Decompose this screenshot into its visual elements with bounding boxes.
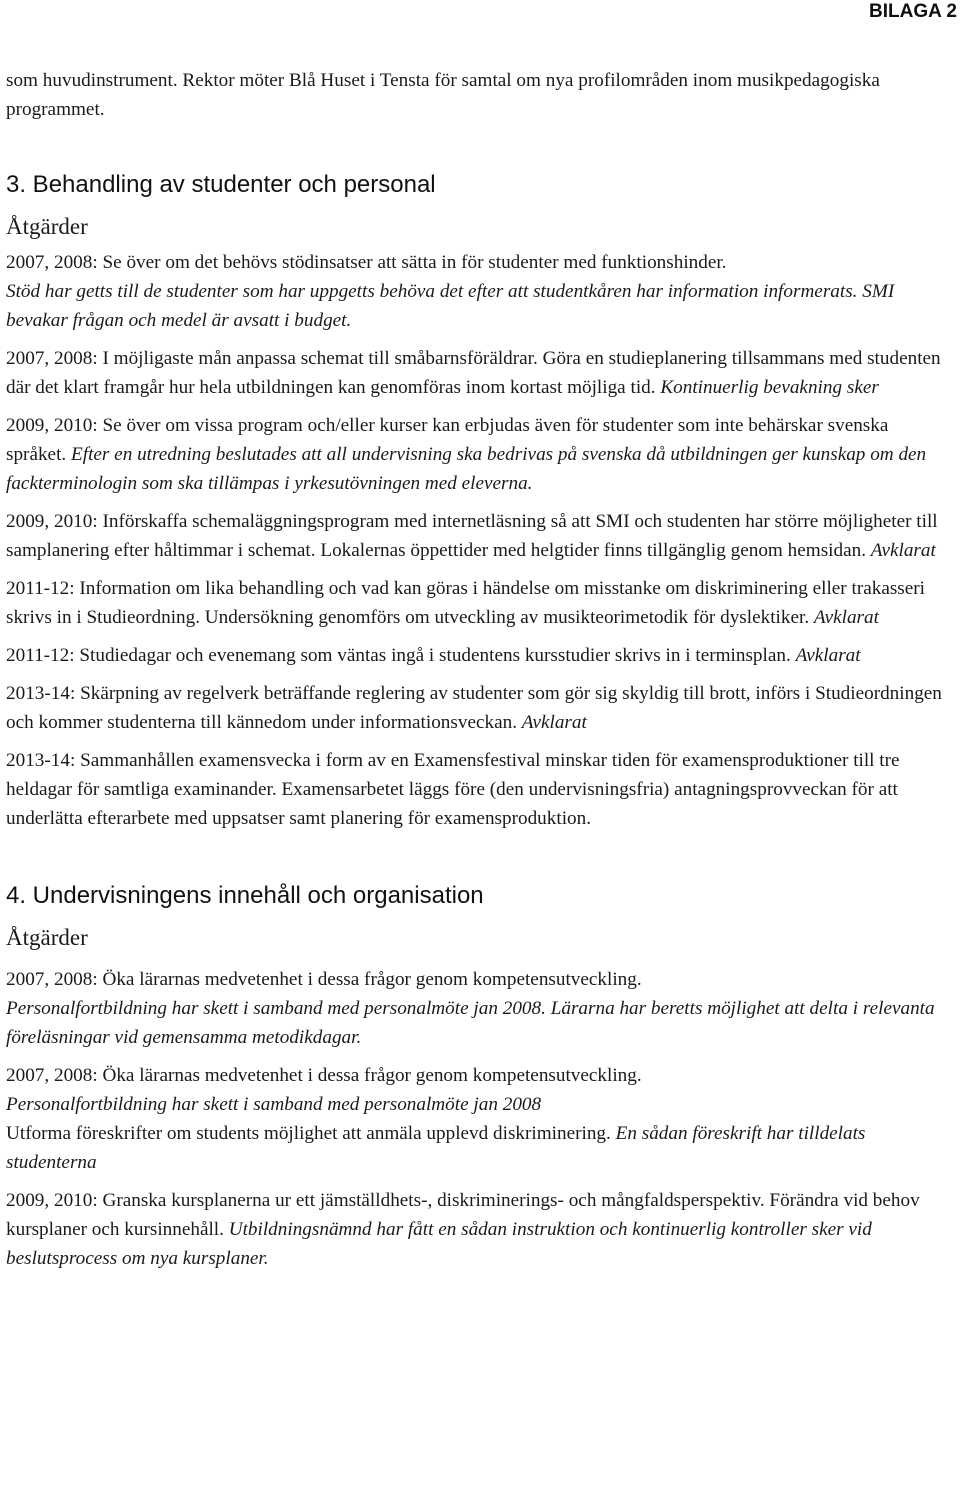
measure-paragraph	[6, 344, 946, 402]
measure-status: Personalfortbildning har skett i samband med personalmöte jan 2008	[6, 1094, 542, 1115]
measure-paragraph	[6, 965, 946, 1052]
measure-status: Efter en utredning beslutades att all undervisning ska bedrivas på svenska då utbildningen ger kunskap om den fackterminologin som ska tillämpas i yrkesutövningen med eleverna.	[6, 444, 927, 494]
section-4	[6, 881, 946, 1273]
measure-paragraph	[6, 248, 946, 335]
section-3-heading: 3. Behandling av studenter och personal	[6, 171, 436, 198]
section-4-subheading: Åtgärder	[6, 925, 88, 950]
section-4-heading: 4. Undervisningens innehåll och organisation	[6, 882, 484, 909]
measure-paragraph	[6, 411, 946, 498]
measure-text: 2007, 2008: Se över om det behövs stödinsatser att sätta in för studenter med funktionshinder.	[6, 252, 727, 273]
measure-text: 2009, 2010: Se över om vissa program och/eller kurser kan erbjudas även för studenter som inte behärskar svenska språket.	[6, 415, 889, 465]
measure-status: Avklarat	[813, 607, 879, 628]
measure-text: 2013-14: Skärpning av regelverk beträffande reglering av studenter som gör sig skyldig till brott, införs i Studieordningen och kommer studenterna till kännedom under informationsveckan.	[6, 683, 942, 733]
measure-text: 2009, 2010: Granska kursplanerna ur ett jämställdhets-, diskriminerings- och mångfaldsperspektiv. Förändra vid behov kursplaner och kursinnehåll.	[6, 1190, 920, 1240]
measure-paragraph	[6, 574, 946, 632]
measure-paragraph	[6, 1186, 946, 1273]
section-3-subheading: Åtgärder	[6, 214, 88, 239]
measure-paragraph	[6, 641, 946, 670]
measure-text: 2007, 2008: I möjligaste mån anpassa schemat till småbarnsföräldrar. Göra en studieplanering tillsammans med studenten där det klart framgår hur hela utbildningen kan genomföras inom kortast möjliga tid.	[6, 348, 941, 398]
measure-status: Stöd har getts till de studenter som har uppgetts behöva det efter att studentkåren har information informerats. SMI bevakar frågan och medel är avsatt i budget.	[6, 281, 895, 331]
measure-text: 2007, 2008: Öka lärarnas medvetenhet i dessa frågor genom kompetensutveckling.	[6, 969, 642, 990]
document-body	[6, 66, 946, 1273]
measure-status: En sådan föreskrift har tilldelats studenterna	[6, 1123, 866, 1173]
measure-text: 2009, 2010: Införskaffa schemaläggningsprogram med internetläsning så att SMI och studenten har större möjligheter till samplanering efter håltimmar i schemat. Lokalernas öppettider med helgtider finns tillgänglig genom hemsidan.	[6, 511, 938, 561]
section-3	[6, 170, 946, 833]
measure-text: 2013-14: Sammanhållen examensvecka i form av en Examensfestival minskar tiden för examensproduktioner till tre heldagar för samtliga examinander. Examensarbetet läggs före (den undervisningsfria) antagningsprovveckan för att underlätta efterarbete med uppsatser samt planering för examensproduktion.	[6, 750, 900, 829]
measure-status: Avklarat	[870, 540, 936, 561]
measure-text: 2011-12: Studiedagar och evenemang som väntas ingå i studentens kursstudier skrivs in i terminsplan.	[6, 645, 791, 666]
appendix-label: BILAGA 2	[869, 1, 957, 22]
measure-paragraph	[6, 507, 946, 565]
measure-status: Kontinuerlig bevakning sker	[660, 377, 879, 398]
measure-paragraph	[6, 1061, 946, 1177]
measure-text: 2007, 2008: Öka lärarnas medvetenhet i dessa frågor genom kompetensutveckling.	[6, 1065, 642, 1086]
measure-status: Personalfortbildning har skett i samband med personalmöte jan 2008. Lärarna har beretts möjlighet att delta i relevanta föreläsningar vid gemensamma metodikdagar.	[6, 998, 935, 1048]
measure-status: Utbildningsnämnd har fått en sådan instruktion och kontinuerlig kontroller sker vid beslutsprocess om nya kursplaner.	[6, 1219, 872, 1269]
measure-paragraph	[6, 746, 946, 833]
measure-status: Avklarat	[795, 645, 861, 666]
measure-paragraph	[6, 679, 946, 737]
measure-text: 2011-12: Information om lika behandling och vad kan göras i händelse om misstanke om diskriminering eller trakasseri skrivs in i Studieordning. Undersökning genomförs om utveckling av musikteorimetodik för dyslektiker.	[6, 578, 926, 628]
measure-status: Avklarat	[521, 712, 587, 733]
measure-text: Utforma föreskrifter om students möjlighet att anmäla upplevd diskriminering.	[6, 1123, 611, 1144]
intro-paragraph: som huvudinstrument. Rektor möter Blå Huset i Tensta för samtal om nya profilområden inom musikpedagogiska programmet.	[6, 70, 880, 120]
